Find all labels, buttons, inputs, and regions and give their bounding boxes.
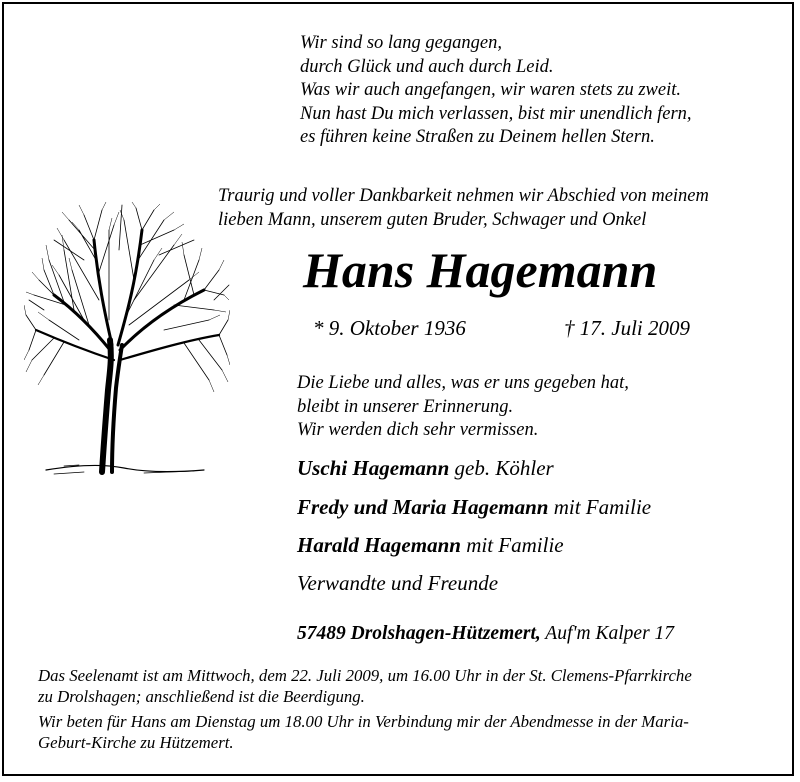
intro-line: lieben Mann, unserem guten Bruder, Schwager und Onkel [218,209,647,230]
poem-line: durch Glück und auch durch Leid. [300,56,554,77]
tree-icon [24,200,230,480]
mourner-suffix: Verwandte und Freunde [297,571,499,595]
intro-text [218,185,709,232]
prayer-notice [38,711,689,753]
mourner-name: Harald Hagemann [297,533,461,557]
notice-line: Das Seelenamt ist am Mittwoch, dem 22. Juli 2009, um 16.00 Uhr in der St. Clemens-Pfarrkirche [38,666,692,685]
funeral-notice [38,665,692,707]
poem [300,32,692,150]
address-street: Auf'm Kalper 17 [540,623,675,644]
mourner-suffix: mit Familie [548,495,652,519]
mourner-name: Uschi Hagemann [297,456,450,480]
poem-line: es führen keine Straßen zu Deinem hellen Stern. [300,127,655,147]
intro-line: Traurig und voller Dankbarkeit nehmen wir Abschied von meinem [218,186,709,206]
memory-line: Die Liebe und alles, was er uns gegeben hat, [297,373,629,393]
mourner-line [297,494,651,520]
mourner-suffix: mit Familie [460,533,564,557]
address [297,622,674,646]
poem-line: Nun hast Du mich verlassen, bist mir unendlich fern, [300,103,692,124]
notice-line: Wir beten für Hans am Dienstag um 18.00 Uhr in Verbindung mir der Abendmesse in der Maria- [38,712,689,731]
poem-line: Was wir auch angefangen, wir waren stets zu zweit. [300,80,681,100]
birth-date: * 9. Oktober 1936 [313,316,466,340]
mourner-line [297,532,564,558]
mourner-line [297,570,498,596]
memory-text [297,372,629,443]
death-date: † 17. Juli 2009 [564,316,690,340]
mourner-line [297,455,554,481]
memory-line: Wir werden dich sehr vermissen. [297,420,539,440]
mourner-name: Fredy und Maria Hagemann [297,495,549,519]
address-place: 57489 Drolshagen-Hützemert, [297,623,541,644]
mourner-suffix: geb. Köhler [449,456,554,480]
memory-line: bleibt in unserer Erinnerung. [297,396,514,417]
poem-line: Wir sind so lang gegangen, [300,33,502,53]
notice-line: zu Drolshagen; anschließend ist die Beerdigung. [38,687,365,706]
notice-line: Geburt-Kirche zu Hützemert. [38,733,234,752]
